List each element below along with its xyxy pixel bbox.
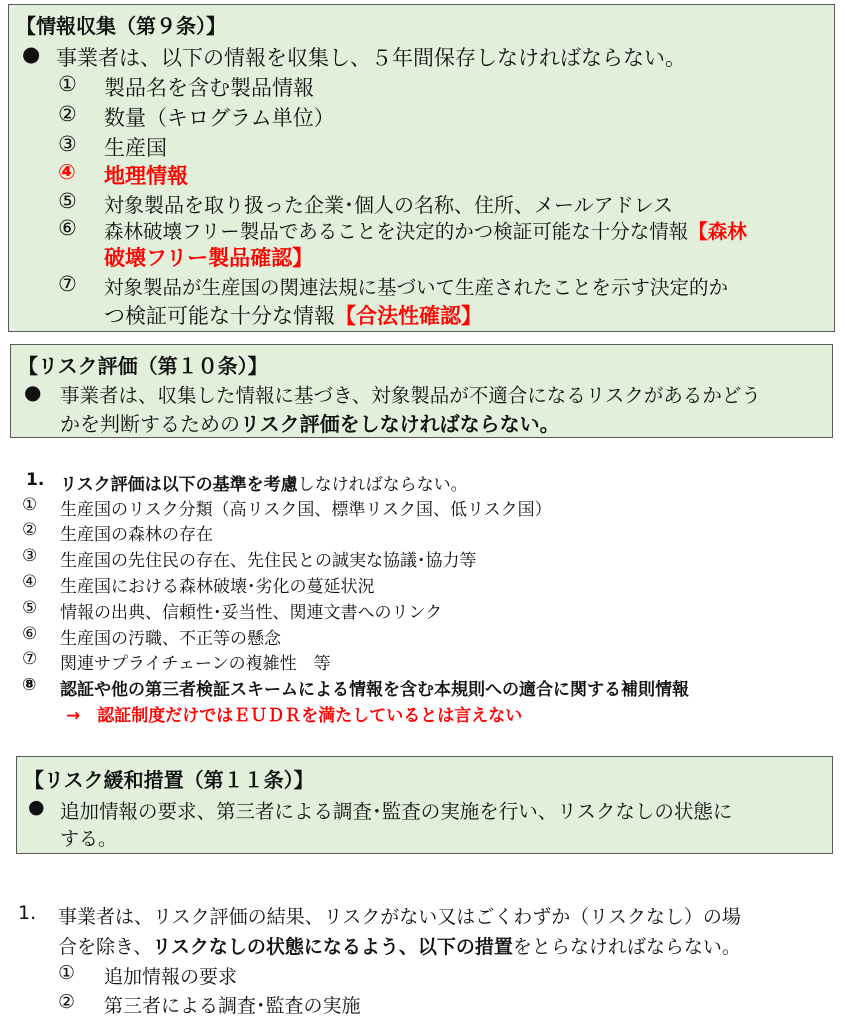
bullet-icon: ● [28,796,45,818]
article-10-line2: かを判断するためのリスク評価をしなければならない。 [60,412,560,436]
list-item: 生産国の森林の存在 [60,525,213,545]
list-item: 情報の出典、信頼性･妥当性、関連文書へのリンク [60,603,443,623]
list-item-num: ④ [22,572,38,592]
list-item-num: ④ [58,160,76,184]
list-item-num: ⑦ [58,272,77,296]
list-item-highlight: 地理情報 [104,164,188,188]
list-item-num: ⑤ [22,598,38,618]
article-11-title: 【リスク緩和措置（第１１条）】 [24,768,314,792]
article-10-line1: 事業者は、収集した情報に基づき、対象製品が不適合になるリスクがあるかどう [60,384,761,407]
list-item: 対象製品が生産国の関連法規に基づいて生産されたことを示す決定的か [104,276,729,299]
list-item-num: ⑥ [58,216,77,240]
list-item: 製品名を含む製品情報 [104,76,314,100]
measures-line2: 合を除き、リスクなしの状態になるよう、以下の措置をとらなければならない。 [58,936,741,958]
list-item-num: ① [58,962,76,984]
list-item: 生産国における森林破壊･劣化の蔓延状況 [60,577,375,597]
bullet-icon: ● [24,380,42,404]
list-item-highlight: 破壊フリー製品確認】 [104,246,314,270]
measures-num: 1. [18,902,37,924]
article-9-title: 【情報収集（第９条）】 [16,14,226,38]
list-item: 森林破壊フリー製品であることを決定的かつ検証可能な十分な情報【森林 [104,220,747,243]
list-item-num: ① [22,495,38,515]
list-item: つ検証可能な十分な情報【合法性確認】 [104,304,482,328]
criteria-note: → 認証制度だけではＥＵＤＲを満たしているとは言えない [66,706,523,726]
article-11-line2: する。 [60,828,118,850]
list-item-num: ① [58,72,77,96]
list-item-num: ⑧ [22,675,37,695]
list-item: 生産国のリスク分類（高リスク国、標準リスク国、低リスク国） [60,500,552,520]
article-11-line1: 追加情報の要求、第三者による調査･監査の実施を行い、リスクなしの状態に [60,800,733,823]
list-item-num: ③ [22,546,38,566]
criteria-head-num: 1. [26,470,45,490]
bullet-icon: ● [22,42,41,66]
measures-line1: 事業者は、リスク評価の結果、リスクがない又はごくわずか（リスクなし）の場 [58,906,741,928]
criteria-head: リスク評価は以下の基準を考慮しなければならない。 [60,475,468,495]
list-item: 第三者による調査･監査の実施 [104,995,361,1017]
list-item: 対象製品を取り扱った企業･個人の名称、住所、メールアドレス [104,193,673,217]
article-9-bullet: 事業者は、以下の情報を収集し、５年間保存しなければならない。 [56,46,686,70]
list-item: 追加情報の要求 [104,966,238,988]
list-item-num: ② [58,102,77,126]
list-item-num: ⑤ [58,189,77,213]
list-item-num: ③ [58,132,77,156]
list-item: 数量（キログラム単位） [104,106,335,130]
list-item: 生産国の汚職、不正等の懸念 [60,629,281,649]
article-10-title: 【リスク評価（第１０条）】 [18,354,268,378]
list-item: 生産国 [104,136,167,160]
list-item-num: ⑥ [22,624,38,644]
list-item-num: ② [58,991,76,1013]
list-item-num: ② [22,520,38,540]
list-item-num: ⑦ [22,649,38,669]
list-item: 関連サプライチェーンの複雑性 等 [60,654,331,674]
list-item: 生産国の先住民の存在、先住民との誠実な協議･協力等 [60,551,477,571]
list-item: 認証や他の第三者検証スキームによる情報を含む本規則への適合に関する補則情報 [60,680,689,700]
